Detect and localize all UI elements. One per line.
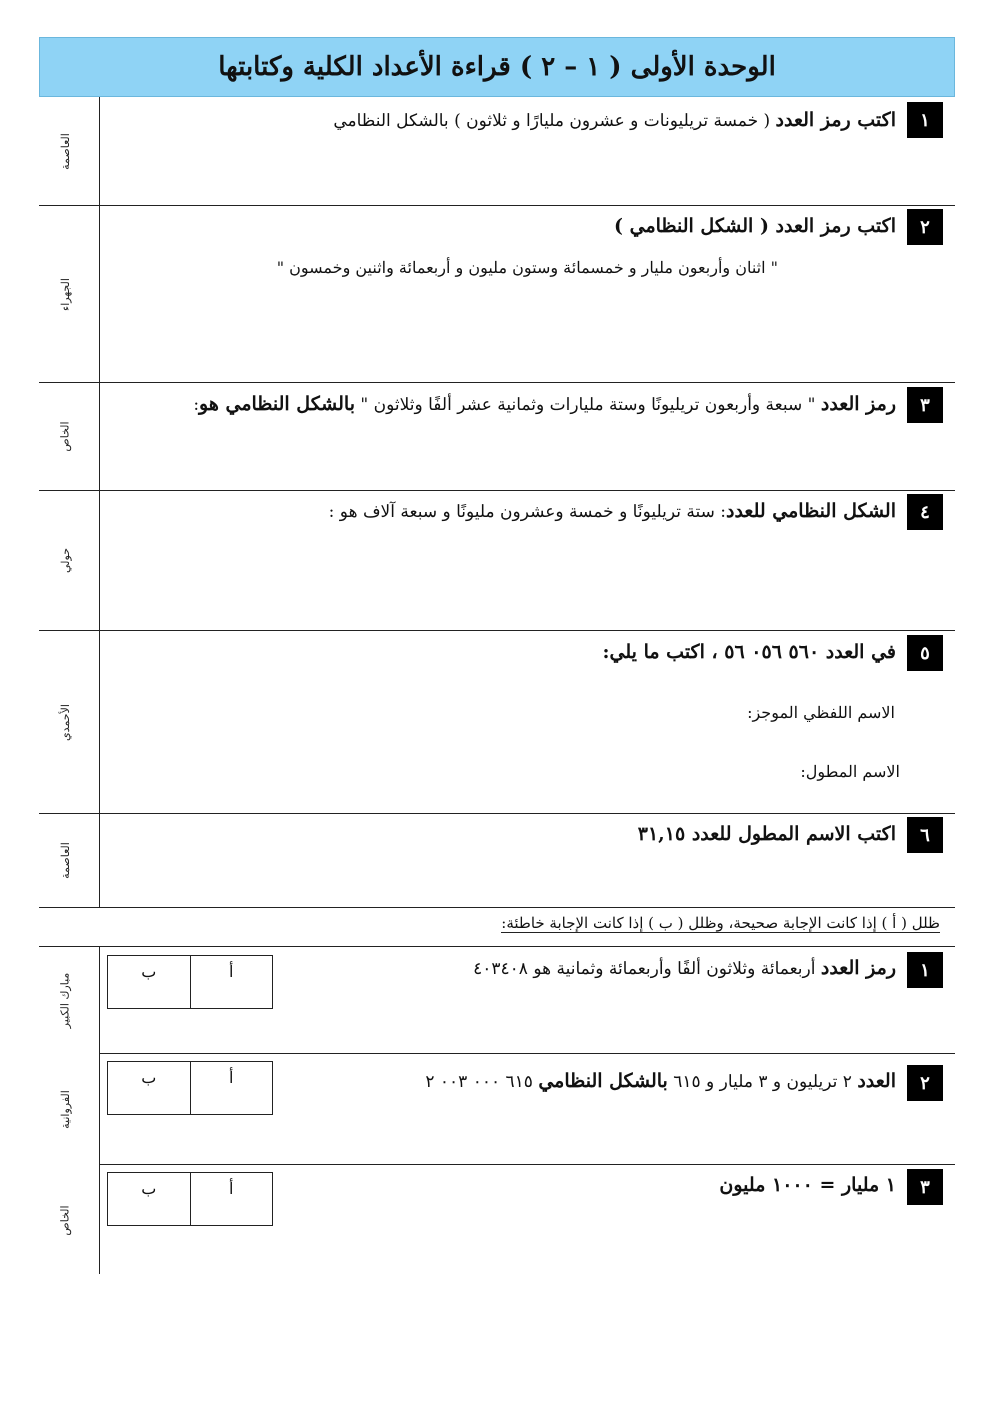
page-title: [39, 37, 955, 97]
option-a[interactable]: أ: [190, 956, 273, 1008]
region-label: حولي: [58, 547, 72, 574]
question-number: ٤: [907, 494, 943, 530]
answer-choice-box: [107, 955, 273, 1009]
question-text: ١ مليار = ١٠٠٠ مليون: [719, 1174, 896, 1196]
section2-divider: [99, 946, 100, 1274]
row-separator: [39, 490, 955, 491]
answer-choice-box: [107, 1172, 273, 1226]
option-b[interactable]: ب: [141, 962, 157, 981]
row-separator: [39, 946, 955, 947]
option-b[interactable]: ب: [141, 1179, 157, 1198]
row-separator: [39, 630, 955, 631]
question-number: ٥: [907, 635, 943, 671]
row-separator: [39, 205, 955, 206]
question-number: ٢: [907, 209, 943, 245]
answer-choice-box: [107, 1061, 273, 1115]
question-number: ١: [907, 952, 943, 988]
question-text: رمز العدد أربعمائة وثلاثون ألفًا وأربعمائة وثمانية هو ٤٠٣٤٠٨: [473, 957, 896, 979]
row-separator: [99, 1164, 955, 1165]
question-number: ٣: [907, 1169, 943, 1205]
question-text: اكتب رمز العدد ( الشكل النظامي ): [614, 215, 896, 237]
question-number: ٢: [907, 1065, 943, 1101]
short-name-prompt: الاسم اللفظي الموجز:: [747, 703, 895, 722]
question-text: في العدد ٥٦٠ ٠٥٦ ٥٦ ، اكتب ما يلي:: [602, 641, 896, 663]
question-number: ٣: [907, 387, 943, 423]
question-number: ٦: [907, 817, 943, 853]
question-text: العدد ٢ تريليون و ٣ مليار و ٦١٥ بالشكل النظامي ٦١٥ ٠٠٠ ٠٠٣ ٢: [425, 1070, 896, 1092]
question-text: اكتب رمز العدد ( خمسة تريليونات و عشرون مليارًا و ثلاثون ) بالشكل النظامي: [333, 109, 896, 131]
option-a[interactable]: أ: [190, 1173, 273, 1225]
section1-divider: [99, 97, 100, 908]
region-label: الخاص: [58, 421, 72, 452]
row-separator: [99, 1053, 955, 1054]
row-separator: [39, 907, 955, 908]
question-text: الشكل النظامي للعدد: ستة تريليونًا و خمسة وعشرون مليونًا و سبعة آلاف هو :: [328, 500, 896, 522]
row-separator: [39, 813, 955, 814]
region-label: الفروانية: [58, 1089, 72, 1129]
page-title-text: الوحدة الأولى ( ١ – ٢ ) قراءة الأعداد الكلية وكتابتها: [218, 52, 776, 82]
region-label: العاصمة: [58, 842, 72, 879]
region-label: الجهراء: [58, 277, 72, 311]
region-label: مبارك الكبير: [58, 972, 72, 1028]
region-label: الأحمدي: [58, 703, 72, 741]
row-separator: [39, 382, 955, 383]
question-subtext: " اثنان وأربعون مليار و خمسمائة وستون مليون و أربعمائة واثنين وخمسون ": [276, 258, 778, 277]
option-a[interactable]: أ: [190, 1062, 273, 1114]
region-label: العاصمة: [58, 133, 72, 170]
question-text: اكتب الاسم المطول للعدد ٣١,١٥: [637, 823, 896, 845]
long-name-prompt: الاسم المطول:: [800, 762, 900, 781]
question-number: ١: [907, 102, 943, 138]
option-b[interactable]: ب: [141, 1068, 157, 1087]
question-text: رمز العدد " سبعة وأربعون تريليونًا وستة مليارات وثمانية عشر ألفًا وثلاثون " بالشكل النظامي هو:: [193, 393, 896, 415]
instruction-text: ظلل ( أ ) إذا كانت الإجابة صحيحة، وظلل ( ب ) إذا كانت الإجابة خاطئة:: [501, 914, 940, 932]
region-label: الخاص: [58, 1204, 72, 1236]
